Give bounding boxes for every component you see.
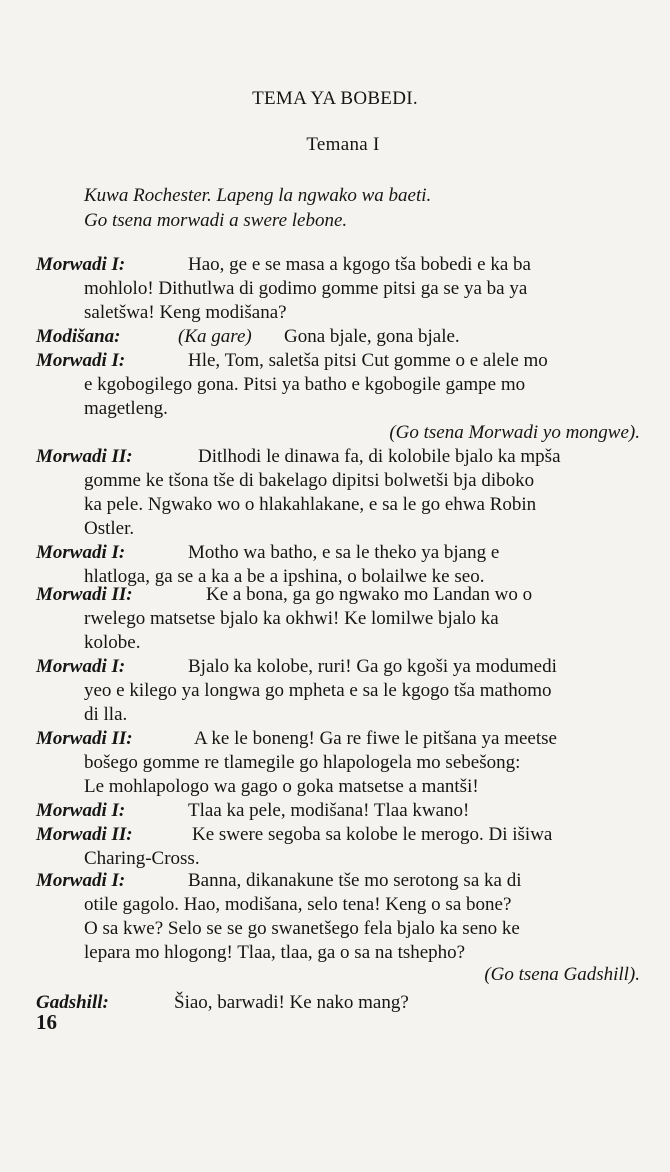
dialogue-line: otile gagolo. Hao, modišana, selo tena! Keng o sa bone? [84,894,512,915]
dialogue-line: Gona bjale, gona bjale. [284,326,460,347]
speaker-name: Morwadi I: [36,870,126,891]
dialogue-line: Le mohlapologo wa gago o goka matsetse a mantši! [84,776,479,797]
speaker-name: Morwadi I: [36,800,126,821]
page-number: 16 [36,1010,57,1034]
dialogue-line: ka pele. Ngwako wo o hlakahlakane, e sa le go ehwa Robin [84,494,537,515]
chapter-title: TEMA YA BOBEDI. [252,88,418,109]
dialogue-line: saletšwa! Keng modišana? [84,302,287,323]
dialogue-line: Motho wa batho, e sa le theko ya bjang e [188,542,500,563]
dialogue-line: magetleng. [84,398,168,419]
speaker-name: Morwadi I: [36,542,126,563]
dialogue-line: Ditlhodi le dinawa fa, di kolobile bjalo ka mpša [198,446,561,467]
speaker-name: Gadshill: [36,992,109,1013]
speaker-name: Modišana: [36,326,121,347]
dialogue-line: Bjalo ka kolobe, ruri! Ga go kgoši ya modumedi [188,656,557,677]
dialogue-line: bošego gomme re tlamegile go hlapologela mo sebešong: [84,752,521,773]
dialogue-line: Charing-Cross. [84,848,200,869]
dialogue-line: lepara mo hlogong! Tlaa, tlaa, ga o sa na tshepho? [84,942,466,963]
dialogue-line: Banna, dikanakune tše mo serotong sa ka di [188,870,522,891]
stage-direction-right: (Go tsena Gadshill). [484,964,640,985]
dialogue-line: rwelego matsetse bjalo ka okhwi! Ke lomilwe bjalo ka [84,608,499,629]
speaker-name: Morwadi II: [36,584,133,605]
speaker-name: Morwadi I: [36,254,126,275]
speaker-name: Morwadi II: [36,446,133,467]
dialogue-line: Ke swere segoba sa kolobe le merogo. Di išiwa [192,824,553,845]
speaker-name: Morwadi II: [36,824,133,845]
stage-direction-line: Kuwa Rochester. Lapeng la ngwako wa baeti. [84,185,432,206]
dialogue-line: A ke le boneng! Ga re fiwe le pitšana ya meetse [194,728,557,749]
speaker-name: Morwadi II: [36,728,133,749]
stage-direction [84,183,644,233]
dialogue-line: Ostler. [84,518,135,539]
dialogue-line: Šiao, barwadi! Ke nako mang? [174,992,409,1013]
dialogue-line: kolobe. [84,632,141,653]
dialogue-line: hlatloga, ga se a ka a be a ipshina, o bolailwe ke seo. [84,566,485,587]
dialogue-line: Ke a bona, ga go ngwako mo Landan wo o [206,584,533,605]
stage-direction-line: Go tsena morwadi a swere lebone. [84,210,348,231]
dialogue-line: mohlolo! Dithutlwa di godimo gomme pitsi ga se ya ba ya [84,278,528,299]
dialogue-line: di lla. [84,704,128,725]
dialogue-line: O sa kwe? Selo se se go swanetšego fela bjalo ka seno ke [84,918,520,939]
dialogue-line: yeo e kilego ya longwa go mpheta e sa le kgogo tša mathomo [84,680,552,701]
speaker-name: Morwadi I: [36,350,126,371]
dialogue-line: Hle, Tom, saletša pitsi Cut gomme o e alele mo [188,350,548,371]
speaker-name: Morwadi I: [36,656,126,677]
dialogue-line: e kgobogilego gona. Pitsi ya batho e kgobogile gampe mo [84,374,526,395]
stage-direction-right: (Go tsena Morwadi yo mongwe). [389,422,640,443]
inline-direction: (Ka gare) [178,326,252,347]
dialogue-line: Hao, ge e se masa a kgogo tša bobedi e ka ba [188,254,531,275]
scene-title: Temana I [306,134,380,155]
dialogue-line: gomme ke tšona tše di bakelago dipitsi bolwetši bja diboko [84,470,535,491]
dialogue-line: Tlaa ka pele, modišana! Tlaa kwano! [188,800,470,821]
